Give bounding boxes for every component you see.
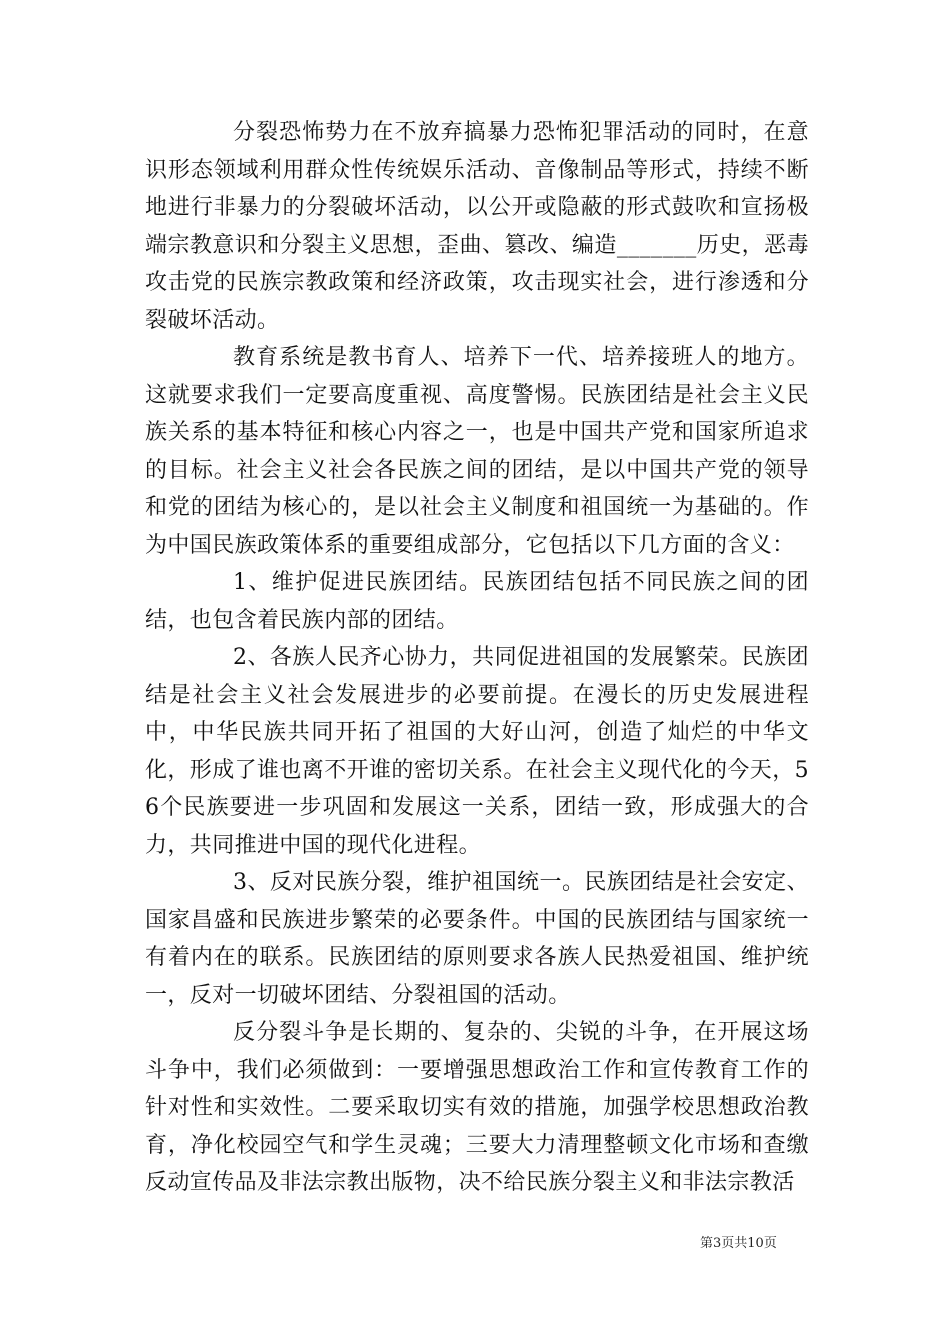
- paragraph-3: 1、维护促进民族团结。民族团结包括不同民族之间的团结，也包含着民族内部的团结。: [145, 570, 809, 633]
- paragraph-5: 3、反对民族分裂，维护祖国统一。民族团结是社会安定、国家昌盛和民族进步繁荣的必要条件。中国的民族团结与国家统一有着内在的联系。民族团结的原则要求各族人民热爱祖国、维护统一，反对一切破坏团结、分裂祖国的活动。: [145, 870, 809, 1008]
- page-number-footer: 第3页共10页: [700, 1236, 777, 1251]
- paragraph-2: 教育系统是教书育人、培养下一代、培养接班人的地方。这就要求我们一定要高度重视、高度警惕。民族团结是社会主义民族关系的基本特征和核心内容之一，也是中国共产党和国家所追求的目标。社会主义社会各民族之间的团结，是以中国共产党的领导和党的团结为核心的，是以社会主义制度和祖国统一为基础的。作为中国民族政策体系的重要组成部分，它包括以下几方面的含义：: [145, 345, 809, 558]
- paragraph-6: 反分裂斗争是长期的、复杂的、尖锐的斗争，在开展这场斗争中，我们必须做到：一要增强思想政治工作和宣传教育工作的针对性和实效性。二要采取切实有效的措施，加强学校思想政治教育，净化校园空气和学生灵魂；三要大力清理整顿文化市场和查缴反动宣传品及非法宗教出版物，决不给民族分裂主义和非法宗教活: [145, 1020, 809, 1195]
- paragraph-4: 2、各族人民齐心协力，共同促进祖国的发展繁荣。民族团结是社会主义社会发展进步的必要前提。在漫长的历史发展进程中，中华民族共同开拓了祖国的大好山河，创造了灿烂的中华文化，形成了谁也离不开谁的密切关系。在社会主义现代化的今天，56个民族要进一步巩固和发展这一关系，团结一致，形成强大的合力，共同推进中国的现代化进程。: [145, 645, 809, 858]
- document-body: [145, 114, 809, 1202]
- paragraph-1: 分裂恐怖势力在不放弃搞暴力恐怖犯罪活动的同时，在意识形态领域利用群众性传统娱乐活动、音像制品等形式，持续不断地进行非暴力的分裂破坏活动，以公开或隐蔽的形式鼓吹和宣扬极端宗教意识和分裂主义思想，歪曲、篡改、编造_______历史，恶毒攻击党的民族宗教政策和经济政策，攻击现实社会，进行渗透和分裂破坏活动。: [145, 120, 809, 333]
